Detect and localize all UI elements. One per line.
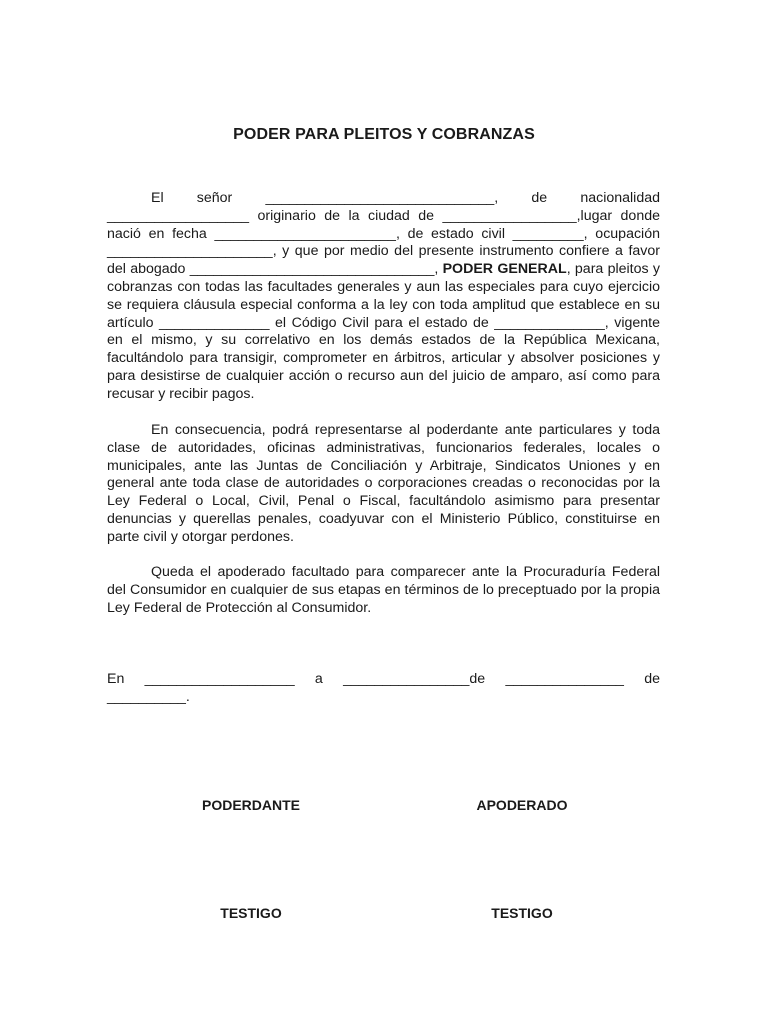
signature-label-testigo-1: TESTIGO [220, 905, 282, 921]
signature-block-apoderado [430, 782, 614, 813]
paragraph-1-part-2: , para pleitos y cobranzas con todas las facultades generales y aun las especiales para cuyo ejercicio se requiera cláusula especial conforma a la ley con toda amplitud que establece en su artículo ______________ el Código Civil para el estado de ______________, vigente en el mismo, y su correlativo en los demás estados de la República Mexicana, facultándolo para transigir, comprometer en árbitros, articular y absolver posiciones y para desistirse de cualquier acción o recurso aun del juicio de amparo, así como para recusar y recibir pagos. [107, 261, 660, 402]
signature-label-testigo-2: TESTIGO [491, 905, 553, 921]
place-and-date [107, 671, 660, 707]
signature-block-testigo-1 [154, 890, 330, 921]
signature-block-poderdante [154, 782, 330, 813]
paragraph-consequence [107, 422, 660, 547]
signature-line: _______________________ [446, 782, 598, 794]
signature-line: _______________________ [166, 890, 318, 902]
signature-label-apoderado: APODERADO [476, 797, 568, 813]
place-date-text: En ___________________ a ________________de _______________ de __________. [107, 671, 660, 705]
paragraph-2-text: En consecuencia, podrá representarse al poderdante ante particulares y toda clase de autoridades, oficinas administrativas, funcionarios federales, locales o municipales, ante las Juntas de Conciliación y Arbitraje, Sindicatos Uniones y en general ante toda clase de autoridades o corporaciones creadas o reconocidas por la Ley Federal o Local, Civil, Penal o Fiscal, facultándolo asimismo para presentar denuncias y querellas penales, coadyuvar con el Ministerio Público, constituirse en parte civil y otorgar perdones. [107, 422, 660, 545]
signature-block-testigo-2 [430, 890, 614, 921]
paragraph-grant-of-power [107, 190, 660, 404]
signature-label-poderdante: PODERDANTE [201, 797, 300, 813]
signature-line: _______________________ [446, 890, 598, 902]
signature-line: _______________________ [166, 782, 318, 794]
poder-general-bold: PODER GENERAL [442, 261, 567, 278]
paragraph-1-text [107, 190, 660, 404]
paragraph-consumer-agency [107, 564, 660, 617]
document-title: PODER PARA PLEITOS Y COBRANZAS [233, 126, 535, 143]
paragraph-1-part-1: El señor _____________________________, de nacionalidad __________________ originario de la ciudad de _________________,lugar donde nació en fecha _______________________, de estado civil _________, ocupación _____________________, y que por medio del presente instrumento confiere a favor del abogado _______________________________, [107, 190, 660, 278]
paragraph-3-text: Queda el apoderado facultado para comparecer ante la Procuraduría Federal del Consumidor en cualquier de sus etapas en términos de lo preceptuado por la propia Ley Federal de Protección al Consumidor. [107, 564, 660, 616]
